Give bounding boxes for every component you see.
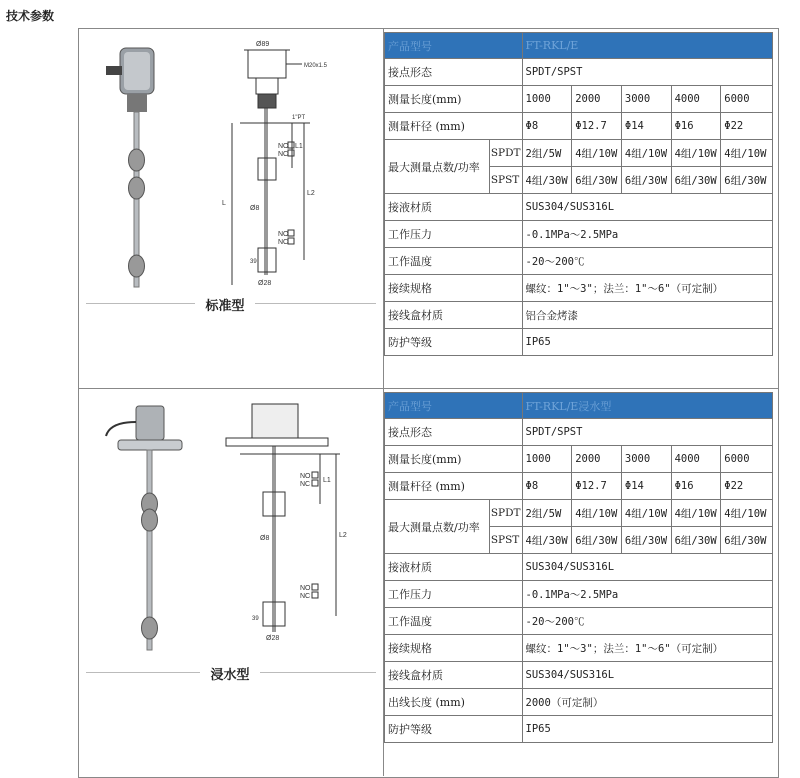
value-cell: Φ8: [522, 113, 572, 140]
standard-product-photo: [106, 48, 154, 287]
value-cell: 螺纹：1"～3"；法兰：1"～6"（可定制）: [522, 275, 772, 302]
row-label: 测量长度(mm): [385, 86, 523, 113]
value-cell: SUS304/SUS316L: [522, 554, 772, 581]
table-row: [385, 248, 773, 275]
table-row: [385, 581, 773, 608]
value-cell: 2000（可定制）: [522, 689, 772, 716]
label-float-h: 39: [250, 259, 257, 265]
value-cell: 4组/10W: [671, 500, 721, 527]
value-cell: Φ16: [671, 113, 721, 140]
value-cell: 2000: [572, 86, 622, 113]
value-cell: 1000: [522, 86, 572, 113]
header-label: 产品型号: [385, 33, 523, 59]
value-cell: 2000: [572, 446, 622, 473]
value-cell: Φ22: [721, 473, 773, 500]
value-cell: -0.1MPa～2.5MPa: [522, 581, 772, 608]
row-label: 出线长度 (mm): [385, 689, 523, 716]
value-cell: -20～200℃: [522, 248, 772, 275]
sub-type: SPDT: [489, 140, 522, 167]
value-cell: Φ14: [621, 113, 671, 140]
row-label: 接续规格: [385, 275, 523, 302]
table-row: [385, 302, 773, 329]
row-label: 最大测量点数/功率: [385, 140, 490, 194]
value-cell: 6组/30W: [721, 527, 773, 554]
value-cell: 6组/30W: [572, 167, 622, 194]
value-cell: 4组/10W: [721, 140, 773, 167]
row-label: 最大测量点数/功率: [385, 500, 490, 554]
value-cell: 4组/10W: [572, 140, 622, 167]
value-cell: 6000: [721, 446, 773, 473]
value-cell: 6组/30W: [621, 527, 671, 554]
table-row: [385, 473, 773, 500]
caption-standard: 标准型: [195, 295, 255, 314]
value-cell: 6组/30W: [671, 167, 721, 194]
value-cell: 4组/30W: [522, 167, 572, 194]
sub-type: SPST: [489, 167, 522, 194]
value-cell: -0.1MPa～2.5MPa: [522, 221, 772, 248]
value-cell: 4组/10W: [721, 500, 773, 527]
spec-table-standard: [384, 32, 773, 356]
value-cell: 6组/30W: [621, 167, 671, 194]
value-cell: 3000: [621, 86, 671, 113]
row-label: 防护等级: [385, 716, 523, 743]
row-label: 接线盒材质: [385, 302, 523, 329]
value-cell: 6000: [721, 86, 773, 113]
table-row: [385, 221, 773, 248]
label-thread: 1"PT: [292, 115, 306, 121]
table-row: [385, 275, 773, 302]
standard-technical-drawing: [232, 50, 310, 285]
row-label: 防护等级: [385, 329, 523, 356]
row-label: 接点形态: [385, 59, 523, 86]
value-cell: 螺纹：1"～3"；法兰：1"～6"（可定制）: [522, 635, 772, 662]
value-cell: 6组/30W: [572, 527, 622, 554]
value-cell: 6组/30W: [671, 527, 721, 554]
standard-type-drawing: [80, 30, 380, 310]
label-nc-3: NC: [300, 481, 311, 488]
submersible-product-photo: [106, 406, 182, 650]
page-title: 技术参数: [6, 9, 55, 23]
table-row: [385, 716, 773, 743]
row-label: 接液材质: [385, 554, 523, 581]
value-cell: 4000: [671, 86, 721, 113]
value-cell: 铝合金烤漆: [522, 302, 772, 329]
row-label: 工作压力: [385, 581, 523, 608]
value-cell: 2组/5W: [522, 140, 572, 167]
value-cell: Φ22: [721, 113, 773, 140]
label-top-dia: Ø89: [256, 41, 270, 48]
label-no-2: NO: [278, 231, 289, 238]
value-cell: 4组/10W: [572, 500, 622, 527]
spec-table-submersible: [384, 392, 773, 743]
caption-submersible: 浸水型: [200, 664, 260, 683]
table-row: [385, 329, 773, 356]
submersible-technical-drawing: [226, 404, 340, 632]
table-row: [385, 140, 773, 167]
value-cell: IP65: [522, 716, 772, 743]
row-label: 测量长度(mm): [385, 446, 523, 473]
value-cell: SUS304/SUS316L: [522, 662, 772, 689]
section-divider: [78, 388, 779, 389]
row-label: 接线盒材质: [385, 662, 523, 689]
value-cell: Φ16: [671, 473, 721, 500]
row-label: 工作压力: [385, 221, 523, 248]
value-cell: Φ8: [522, 473, 572, 500]
value-cell: -20～200℃: [522, 608, 772, 635]
table-row: [385, 194, 773, 221]
label-float: Ø28: [258, 280, 272, 287]
value-cell: Φ14: [621, 473, 671, 500]
row-label: 测量杆径 (mm): [385, 113, 523, 140]
row-label: 测量杆径 (mm): [385, 473, 523, 500]
value-cell: 4000: [671, 446, 721, 473]
value-cell: 4组/10W: [621, 140, 671, 167]
label-l1: L1: [295, 143, 303, 150]
table-row: [385, 419, 773, 446]
header-label: 产品型号: [385, 393, 523, 419]
label-no-3: NO: [300, 473, 311, 480]
table-row: [385, 86, 773, 113]
row-label: 接续规格: [385, 635, 523, 662]
value-cell: 4组/30W: [522, 527, 572, 554]
label-float-h-2: 39: [252, 616, 259, 622]
label-l2: L2: [307, 190, 315, 197]
table-row: [385, 446, 773, 473]
value-cell: SPDT/SPST: [522, 419, 772, 446]
value-cell: Φ12.7: [572, 113, 622, 140]
value-cell: 3000: [621, 446, 671, 473]
label-l2-2: L2: [339, 532, 347, 539]
value-cell: 1000: [522, 446, 572, 473]
label-no-1: NO: [278, 143, 289, 150]
label-nc-2: NC: [278, 239, 289, 246]
row-label: 接点形态: [385, 419, 523, 446]
value-cell: IP65: [522, 329, 772, 356]
label-cable: M20x1.5: [304, 63, 328, 69]
label-rod-2: Ø8: [260, 535, 270, 542]
table-row: [385, 608, 773, 635]
label-nc-1: NC: [278, 151, 289, 158]
value-cell: Φ12.7: [572, 473, 622, 500]
label-no-4: NO: [300, 585, 311, 592]
header-model: FT-RKL/E: [522, 33, 772, 59]
sub-type: SPDT: [489, 500, 522, 527]
table-row: [385, 554, 773, 581]
table-row: [385, 113, 773, 140]
table-header-row: [385, 33, 773, 59]
label-l1-2: L1: [323, 477, 331, 484]
table-row: [385, 689, 773, 716]
row-label: 接液材质: [385, 194, 523, 221]
value-cell: 4组/10W: [621, 500, 671, 527]
sub-type: SPST: [489, 527, 522, 554]
submersible-type-drawing: [80, 392, 380, 672]
row-label: 工作温度: [385, 608, 523, 635]
table-header-row: [385, 393, 773, 419]
table-row: [385, 59, 773, 86]
table-row: [385, 635, 773, 662]
table-row: [385, 662, 773, 689]
value-cell: SPDT/SPST: [522, 59, 772, 86]
value-cell: 2组/5W: [522, 500, 572, 527]
label-nc-4: NC: [300, 593, 311, 600]
label-rod: Ø8: [250, 205, 260, 212]
label-float-2: Ø28: [266, 635, 280, 642]
label-l: L: [222, 200, 226, 207]
row-label: 工作温度: [385, 248, 523, 275]
value-cell: 6组/30W: [721, 167, 773, 194]
value-cell: SUS304/SUS316L: [522, 194, 772, 221]
table-row: [385, 500, 773, 527]
value-cell: 4组/10W: [671, 140, 721, 167]
header-model: FT-RKL/E浸水型: [522, 393, 772, 419]
